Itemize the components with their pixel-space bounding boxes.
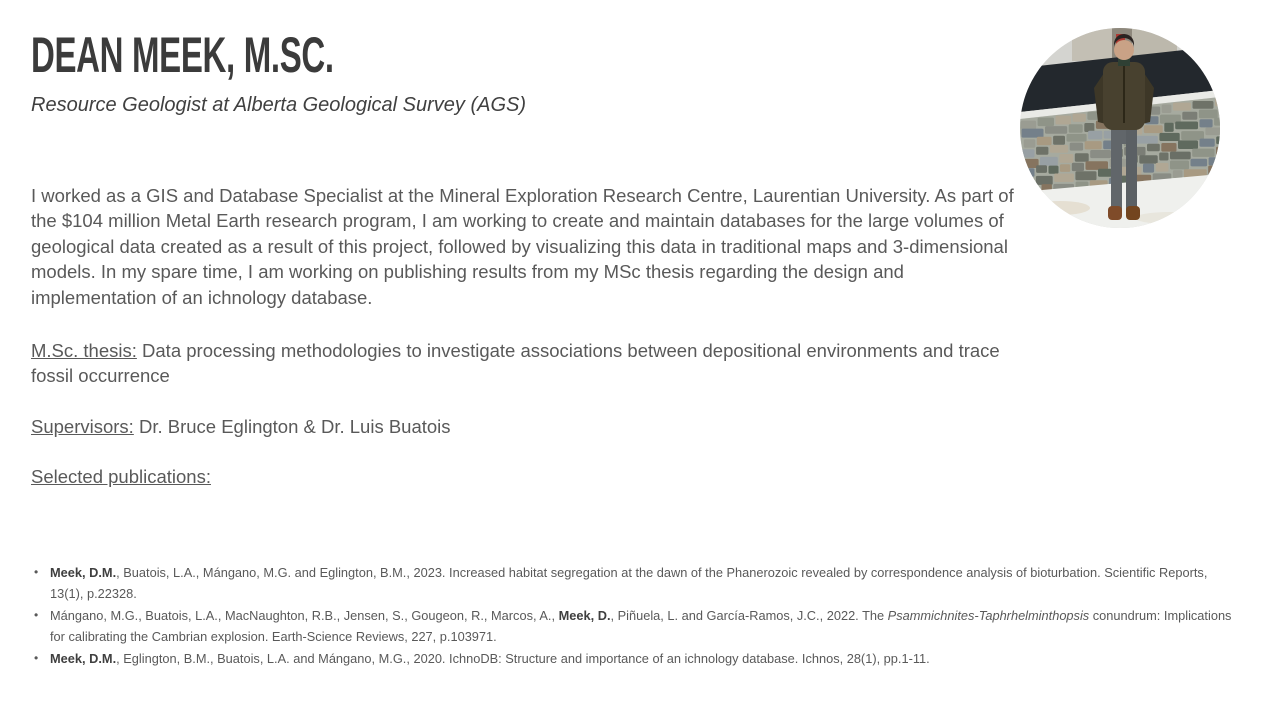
job-title: Resource Geologist at Alberta Geological Survey (AGS) [31,94,527,116]
thesis-text: Data processing methodologies to investigate associations between depositional environments and trace fossil occurrence [31,340,1000,387]
profile-photo-image [1020,28,1220,228]
page-title: DEAN MEEK, M.SC. [31,27,334,83]
supervisors-label: Supervisors: [31,416,134,437]
supervisors-line [31,414,1016,439]
publications-heading: Selected publications: [31,466,211,487]
bio-paragraph: I worked as a GIS and Database Specialist at the Mineral Exploration Research Centre, Laurentian University. As part of the $104 million Metal Earth research program, I am working to create and maintain databases for the large volumes of geological data created as a result of this project, followed by visualizing this data in traditional maps and 3-dimensional models. In my spare time, I am working on publishing results from my MSc thesis regarding the design and implementation of an ichnology database. [31,185,1014,308]
thesis-label: M.Sc. thesis: [31,340,137,361]
publication-item: • Mángano, M.G., Buatois, L.A., MacNaughton, R.B., Jensen, S., Gougeon, R., Marcos, A., Meek, D., Piñuela, L. and García-Ramos, J.C., 2022. The Psammichnites-Taphrhelminthopsis conundrum: Implications for calibrating the Cambrian explosion. Earth-Science Reviews, 227, p.103971. [31,605,1241,648]
publication-item: • Meek, D.M., Eglington, B.M., Buatois, L.A. and Mángano, M.G., 2020. IchnoDB: Structure and importance of an ichnology database. Ichnos, 28(1), pp.1-11. [31,648,1241,669]
supervisors-text: Dr. Bruce Eglington & Dr. Luis Buatois [133,416,451,437]
thesis-line [31,338,1016,389]
publications-list [31,562,1241,669]
publication-item: • Meek, D.M., Buatois, L.A., Mángano, M.G. and Eglington, B.M., 2023. Increased habitat segregation at the dawn of the Phanerozoic revealed by correspondence analysis of bioturbation. Scientific Reports, 13(1), p.22328. [31,562,1241,605]
profile-photo [1020,28,1220,228]
